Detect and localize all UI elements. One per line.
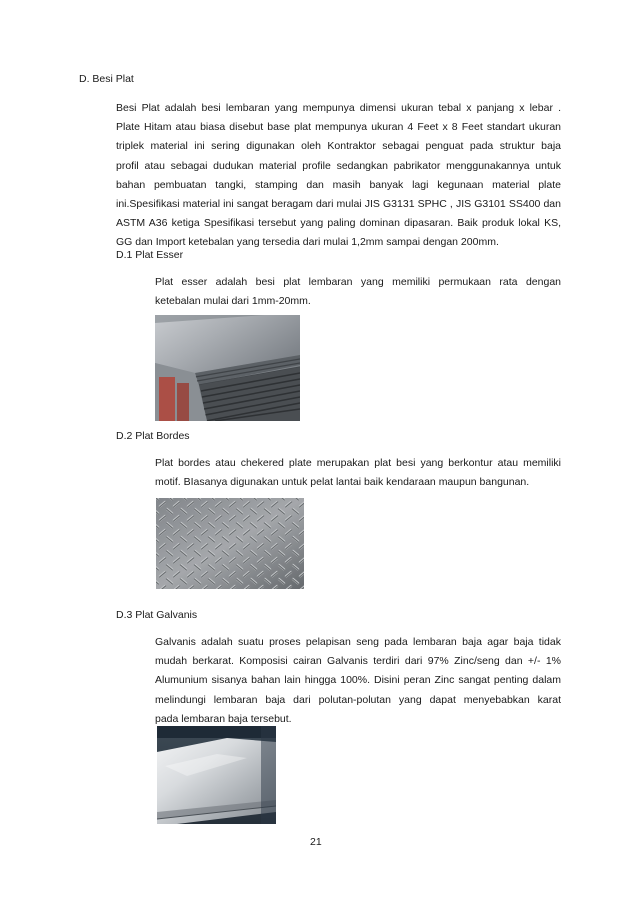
paragraph-line: Plat bordes atau chekered plate merupakan plat besi yang berkontur atau memiliki [155, 457, 561, 469]
paragraph-line: motif. BIasanya digunakan untuk pelat lantai baik kendaraan maupun bangunan. [155, 476, 530, 489]
plat-bordes-paragraph [155, 454, 561, 492]
paragraph-line: triplek material ini sering digunakan oleh Kontraktor sebagai penguat pada struktur baja [116, 140, 561, 153]
paragraph-line: profil atau sebagai dudukan material profile sedangkan pabrikator menggunakannya untuk [116, 159, 561, 172]
plat-galvanis-paragraph [155, 633, 561, 729]
paragraph-line: Alumunium sisanya bahan lain hingga 100%. Disini peran Zinc sangat penting dalam [155, 674, 561, 687]
stacked-steel-plates-photo [155, 315, 300, 421]
paragraph-line: Plate Hitam atau biasa disebut base plat mempunya ukuran 4 Feet x 8 Feet standart ukuran [116, 121, 561, 134]
paragraph-line: bahan pembuatan tangki, stamping dan masih banyak lagi kegunaan material plate [116, 178, 561, 191]
paragraph-line: pada lembaran baja tersebut. [155, 712, 292, 725]
paragraph-line: melindungi lembaran baja dari polutan-polutan yang dapat menyebabkan karat [155, 693, 561, 706]
paragraph-line: Plat esser adalah besi plat lembaran yang memiliki permukaan rata dengan [155, 276, 561, 288]
paragraph-line: GG dan Import ketebalan yang tersedia dari mulai 1,2mm sampai dengan 200mm. [116, 236, 499, 249]
section-heading: D. Besi Plat [79, 73, 134, 85]
paragraph-line: mudah berkarat. Komposisi cairan Galvanis terdiri dari 97% Zinc/seng dan +/- 1% [155, 655, 561, 668]
section-paragraph [116, 99, 561, 253]
subsection-heading-plat-esser: D.1 Plat Esser [116, 249, 184, 261]
subsection-heading-plat-bordes: D.2 Plat Bordes [116, 430, 190, 442]
plat-esser-paragraph [155, 273, 561, 311]
paragraph-line: ini.Spesifikasi material ini sangat beragam dari mulai JIS G3131 SPHC , JIS G3101 SS400 dan [116, 198, 561, 211]
paragraph-line: Galvanis adalah suatu proses pelapisan seng pada lembaran baja agar baja tidak [155, 636, 561, 648]
subsection-heading-plat-galvanis: D.3 Plat Galvanis [116, 609, 198, 621]
page-number: 21 [310, 836, 322, 848]
paragraph-line: ketebalan mulai dari 1mm-20mm. [155, 295, 311, 308]
paragraph-line: Besi Plat adalah besi lembaran yang mempunya dimensi ukuran tebal x panjang x lebar . [116, 102, 561, 114]
checkered-plate-photo [156, 498, 304, 589]
galvanized-sheet-photo [157, 726, 276, 824]
paragraph-line: ASTM A36 ketiga Spesifikasi tersebut yang paling dominan dipasaran. Baik produk lokal KS, [116, 217, 561, 230]
